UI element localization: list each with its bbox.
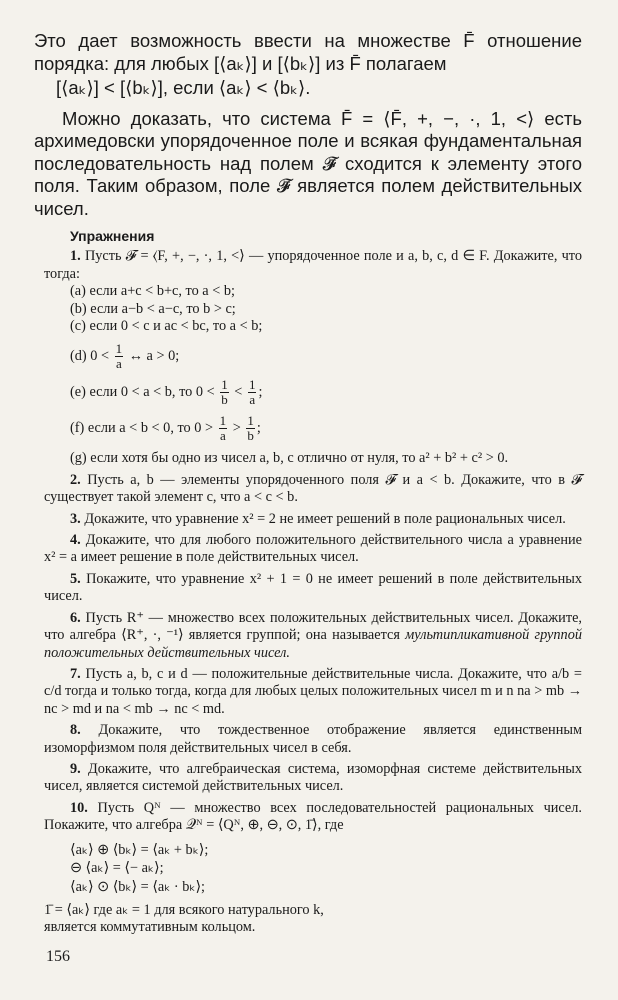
- exercise-1c: (c) если 0 < c и ac < bc, то a < b;: [70, 318, 263, 335]
- exercise-text: Докажите, что уравнение x² = 2 не имеет решений в поле рациональных чисел.: [84, 510, 566, 527]
- formula-sum: ⟨aₖ⟩ ⊕ ⟨bₖ⟩ = ⟨aₖ + bₖ⟩;: [70, 841, 209, 858]
- exercise-number: 2.: [70, 471, 81, 488]
- numerator: 1: [221, 377, 228, 393]
- exercise-1e: [70, 378, 582, 407]
- exercise-text: Пусть 𝓕 = ⟨F, +, −, ·, 1, <⟩ — упорядоченное поле и a, b, c, d ∈ F. Докажите, что тогда:: [44, 248, 582, 282]
- exercise-text: Пусть a, b, c и d — положительные действительные числа. Докажите, что a/b = c/d тогда и только тогда, когда для любых целых положительных чисел m и n na > mb → nc > md и na < mb → nc < md.: [44, 665, 582, 717]
- formula-negation: ⊖ ⟨aₖ⟩ = ⟨− aₖ⟩;: [70, 860, 164, 877]
- exercise-text: Докажите, что для любого положительного действительного числа a уравнение x² = a имеет решение в поле действительных чисел.: [44, 532, 582, 566]
- exercise-text: Пусть R⁺ — множество всех положительных действительных чисел. Докажите, что алгебра ⟨R⁺, ·, ⁻¹⟩ является группой; она называется: [44, 609, 583, 644]
- numerator: 1: [115, 341, 123, 357]
- exercise-number: 10.: [70, 799, 88, 816]
- denominator: a: [219, 428, 226, 444]
- numerator: 1: [219, 413, 227, 429]
- exercise-number: 1.: [70, 248, 81, 265]
- denominator: b: [247, 428, 254, 444]
- exercise-text: Докажите, что алгебраическая система, изоморфная системе действительных чисел, является системой действительных чисел.: [44, 760, 582, 795]
- formula-text: ;: [256, 420, 261, 437]
- exercise-5: [44, 571, 582, 606]
- exercise-1: [44, 248, 582, 283]
- exercise-italic-term: мультипликативной группой положительных действительных чисел.: [44, 627, 582, 661]
- exercise-2: [44, 472, 582, 507]
- fraction: [219, 414, 228, 443]
- exercise-10-conclusion: является коммутативным кольцом.: [44, 919, 256, 936]
- numerator: 1: [248, 377, 256, 393]
- formula-text: ↔ a > 0;: [128, 348, 180, 365]
- exercise-1d: [70, 342, 582, 371]
- exercise-1a: (a) если a+c < b+c, то a < b;: [70, 283, 235, 300]
- formula-text: <: [234, 384, 243, 401]
- exercise-6: [44, 610, 582, 662]
- exercise-3: [44, 511, 582, 528]
- exercise-number: 4.: [70, 532, 81, 549]
- exercise-text: Пусть a, b — элементы упорядоченного поля 𝓕 и a < b. Докажите, что в 𝓕 существует такой элемент c, что a < c < b.: [44, 471, 582, 506]
- exercise-8: [44, 722, 582, 757]
- denominator: a: [115, 356, 122, 372]
- numerator: 1: [247, 413, 254, 429]
- formula-text: (d) 0 <: [70, 348, 110, 365]
- denominator: b: [221, 392, 228, 408]
- denominator: a: [249, 392, 256, 408]
- intro-paragraph-real-field: Можно доказать, что система F̄ = ⟨F̄, +, −, ·, 1, <⟩ есть архимедовски упорядоченное поле и всякая фундаментальная последовательность над полем 𝓕̄ сходится к элементу этого поля. Таким образом, поле 𝓕̄ является полем действительных чисел.: [34, 107, 582, 219]
- exercise-text: Докажите, что тождественное отображение является единственным изоморфизмом поля действительных чисел в себя.: [44, 722, 582, 756]
- formula-text: ;: [258, 384, 263, 401]
- exercise-text: Покажите, что уравнение x² + 1 = 0 не имеет решений в поле действительных чисел.: [44, 570, 582, 605]
- exercises-section: [44, 228, 582, 937]
- exercise-9: [44, 761, 582, 796]
- ring-operations: [70, 841, 582, 897]
- fraction: [220, 378, 229, 407]
- exercise-number: 7.: [70, 665, 81, 682]
- exercise-number: 6.: [70, 609, 81, 626]
- formula-text: >: [232, 420, 241, 437]
- exercise-7: [44, 666, 582, 718]
- fraction: [246, 414, 255, 443]
- exercise-text: Пусть Qᴺ — множество всех последовательностей рациональных чисел. Покажите, что алгебра 𝒬ᴺ = ⟨Qᴺ, ⊕, ⊖, ⊙, 1̄⟩, где: [44, 799, 582, 834]
- exercise-1b: (b) если a−b < a−c, то b > c;: [70, 300, 236, 317]
- formula-text: (f) если a < b < 0, то 0 >: [70, 420, 214, 437]
- exercise-10: [44, 800, 582, 835]
- page-number: 156: [46, 948, 70, 965]
- exercise-number: 5.: [70, 570, 81, 587]
- fraction: [248, 378, 257, 407]
- intro-section: [34, 30, 582, 220]
- exercise-1g: (g) если хотя бы одно из чисел a, b, c отлично от нуля, то a² + b² + c² > 0.: [70, 450, 509, 467]
- exercise-4: [44, 532, 582, 567]
- formula-product: ⟨aₖ⟩ ⊙ ⟨bₖ⟩ = ⟨aₖ · bₖ⟩;: [70, 878, 206, 895]
- formula-unit: 1̄ = ⟨aₖ⟩ где aₖ = 1 для всякого натурального k,: [44, 902, 324, 919]
- exercise-number: 3.: [70, 510, 81, 527]
- order-definition-formula: [⟨aₖ⟩] < [⟨bₖ⟩], если ⟨aₖ⟩ < ⟨bₖ⟩.: [56, 77, 311, 98]
- exercise-number: 9.: [70, 760, 81, 777]
- exercises-heading: Упражнения: [70, 228, 155, 244]
- exercise-number: 8.: [70, 722, 81, 739]
- intro-paragraph-order: Это дает возможность ввести на множестве F̄ отношение порядка: для любых [⟨aₖ⟩] и [⟨bₖ⟩] из F̄ полагаем: [34, 30, 582, 74]
- formula-text: (e) если 0 < a < b, то 0 <: [70, 384, 215, 401]
- exercise-1f: [70, 414, 582, 443]
- fraction: [115, 342, 124, 371]
